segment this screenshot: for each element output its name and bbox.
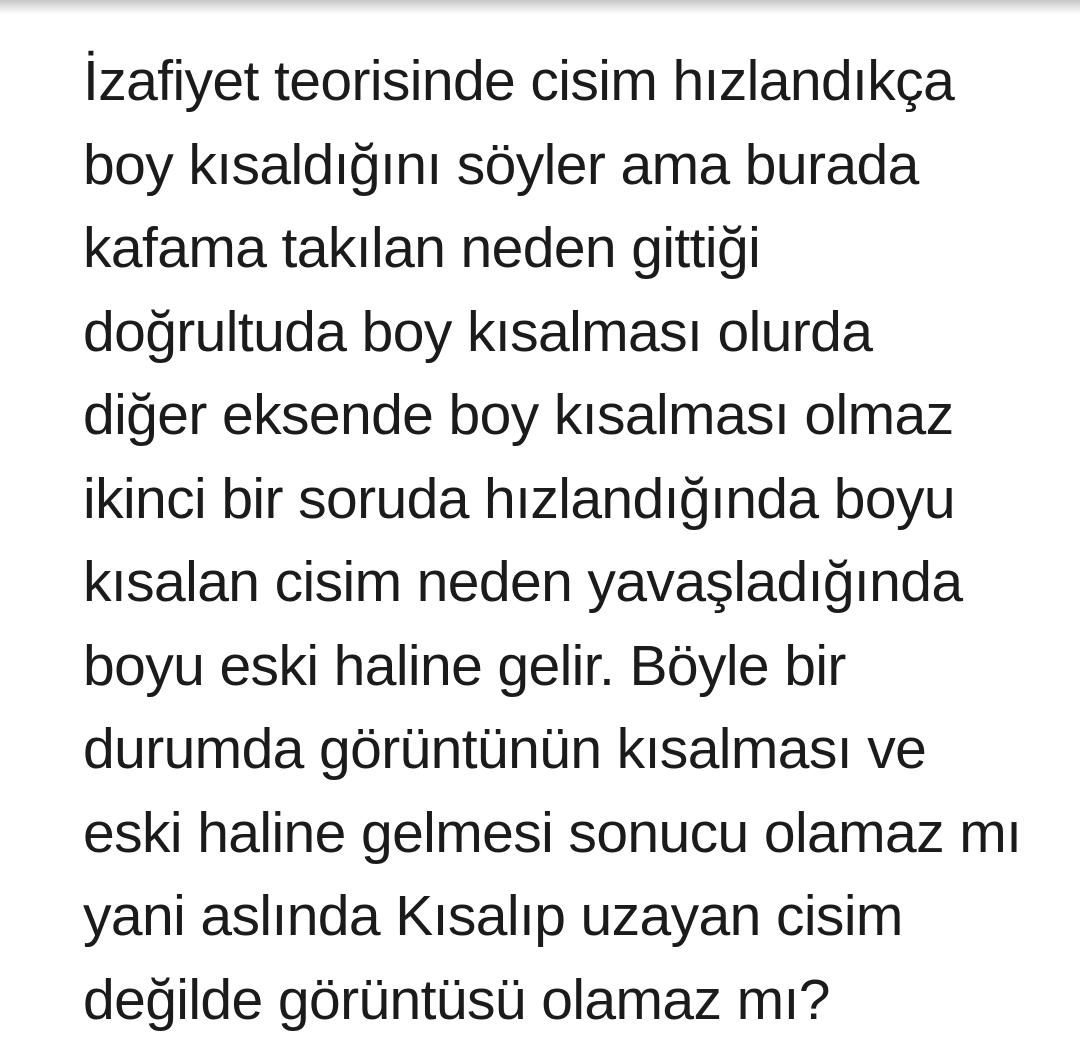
text-line: yani aslında Kısalıp uzayan cisim xyxy=(83,884,903,948)
text-line: doğrultuda boy kısalması olurda xyxy=(83,299,873,364)
text-line: boy kısaldığını söyler ama burada xyxy=(83,132,919,197)
text-line: boyu eski haline gelir. Böyle bir xyxy=(83,633,846,698)
text-line: diğer eksende boy kısalması olmaz xyxy=(83,383,954,447)
text-line: eski haline gelmesi sonucu olamaz mı xyxy=(83,800,1022,865)
text-line: kısalan cisim neden yavaşladığında xyxy=(83,550,963,614)
text-line: kafama takılan neden gittiği xyxy=(83,216,761,280)
text-line: İzafiyet teorisinde cisim hızlandıkça xyxy=(83,49,955,113)
text-line: durumda görüntünün kısalması ve xyxy=(83,717,927,781)
text-line: ikinci bir soruda hızlandığında boyu xyxy=(83,466,955,531)
text-line: değilde görüntüsü olamaz mı? xyxy=(83,967,830,1032)
post-text xyxy=(83,40,1070,1042)
top-edge-shadow xyxy=(0,0,1080,14)
